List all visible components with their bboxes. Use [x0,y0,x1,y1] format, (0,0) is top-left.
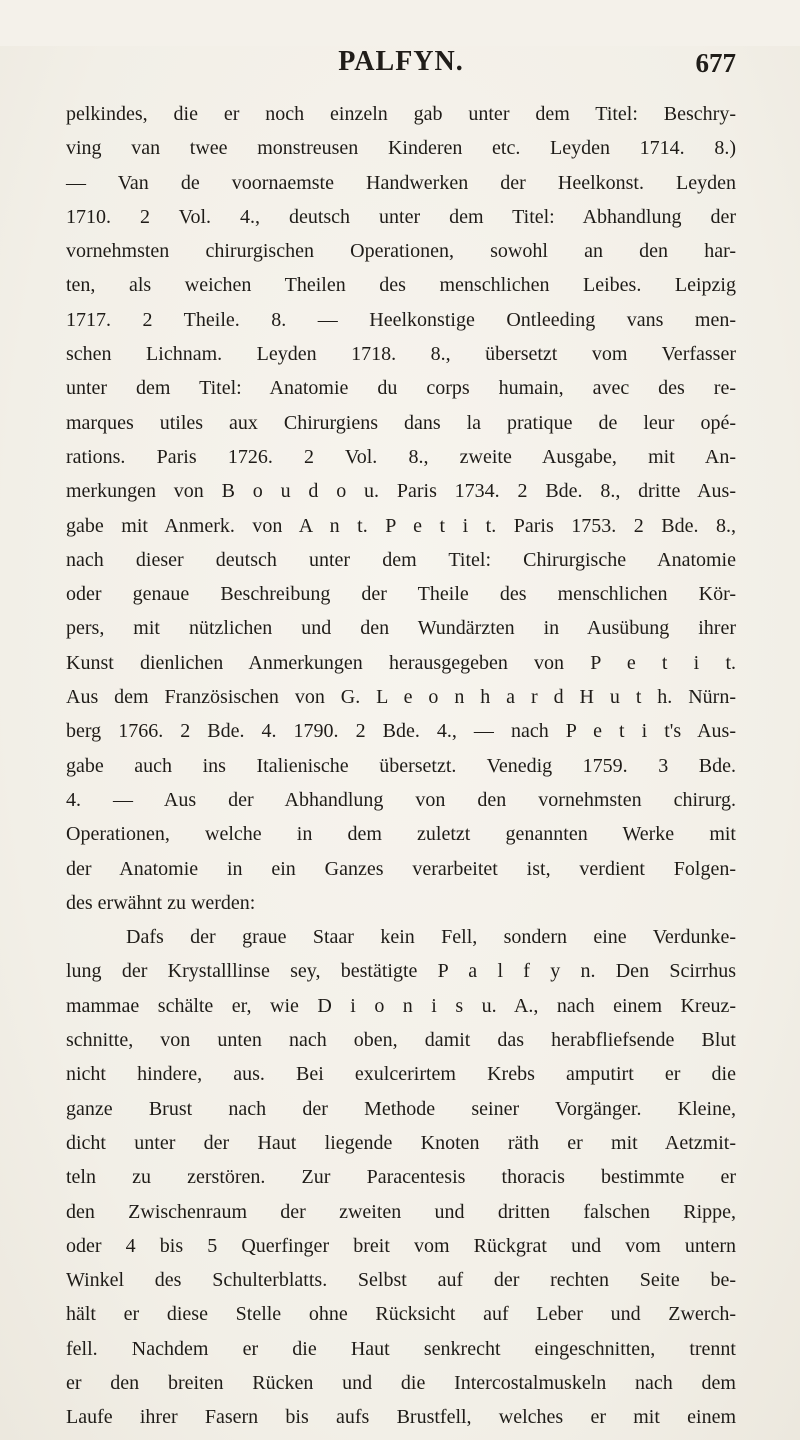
text-line: lung der Krystalllinse sey, bestätigte P a l f y n. Den Scirrhus [66,960,736,983]
text-line: unter dem Titel: Anatomie du corps humain, avec des re- [66,377,736,400]
text-line: 1710. 2 Vol. 4., deutsch unter dem Titel: Abhandlung der [66,205,736,228]
text-line: schnitte, von unten nach oben, damit das herabfliefsende Blut [66,1029,736,1052]
text-line: — Van de voornaemste Handwerken der Heelkonst. Leyden [66,171,736,194]
text-line: Laufe ihrer Fasern bis aufs Brustfell, welches er mit einem [66,1406,736,1429]
text-line: rations. Paris 1726. 2 Vol. 8., zweite Ausgabe, mit An- [66,445,736,468]
text-line: 1717. 2 Theile. 8. — Heelkonstige Ontleeding vans men- [66,308,736,331]
text-line: mammae schälte er, wie D i o n i s u. A., nach einem Kreuz- [66,994,736,1017]
paragraph-start-line: Dafs der graue Staar kein Fell, sondern eine Verdunke- [126,926,736,949]
text-line: teln zu zerstören. Zur Paracentesis thoracis bestimmte er [66,1166,736,1189]
text-line: den Zwischenraum der zweiten und dritten falschen Rippe, [66,1200,736,1223]
text-line: nicht hindere, aus. Bei exulcerirtem Krebs amputirt er die [66,1063,736,1086]
text-line: ten, als weichen Theilen des menschlichen Leibes. Leipzig [66,274,736,297]
text-line: vornehmsten chirurgischen Operationen, sowohl an den har- [66,240,736,263]
text-line: pelkindes, die er noch einzeln gab unter dem Titel: Beschry- [66,103,736,125]
text-line: ganze Brust nach der Methode seiner Vorgänger. Kleine, [66,1097,736,1120]
text-line: merkungen von B o u d o u. Paris 1734. 2 Bde. 8., dritte Aus- [66,480,736,503]
text-line: marques utiles aux Chirurgiens dans la pratique de leur opé- [66,411,736,434]
text-line: Operationen, welche in dem zuletzt genannten Werke mit [66,823,736,846]
text-line: des erwähnt zu werden: [66,891,256,914]
running-head [66,46,736,86]
text-line: Aus dem Französischen von G. L e o n h a r d H u t h. Nürn- [66,686,736,709]
text-line: nach dieser deutsch unter dem Titel: Chirurgische Anatomie [66,548,736,571]
text-line: berg 1766. 2 Bde. 4. 1790. 2 Bde. 4., — nach P e t i t's Aus- [66,720,736,743]
book-page [0,46,800,1440]
page-title: PALFYN. [338,46,464,77]
text-line: Kunst dienlichen Anmerkungen herausgegeben von P e t i t. [66,651,736,674]
text-line: oder genaue Beschreibung der Theile des menschlichen Kör- [66,583,736,606]
text-line: fell. Nachdem er die Haut senkrecht eingeschnitten, trennt [66,1337,736,1360]
text-line: er den breiten Rücken und die Intercostalmuskeln nach dem [66,1371,736,1394]
text-line: schen Lichnam. Leyden 1718. 8., übersetzt vom Verfasser [66,343,736,366]
text-line: der Anatomie in ein Ganzes verarbeitet ist, verdient Folgen- [66,857,736,880]
text-line: Winkel des Schulterblatts. Selbst auf der rechten Seite be- [66,1269,736,1292]
text-line: 4. — Aus der Abhandlung von den vornehmsten chirurg. [66,788,736,811]
text-line: ving van twee monstreusen Kinderen etc. Leyden 1714. 8.) [66,137,736,160]
text-line: pers, mit nützlichen und den Wundärzten in Ausübung ihrer [66,617,736,640]
text-line: dicht unter der Haut liegende Knoten räth er mit Aetzmit- [66,1131,736,1154]
page-number: 677 [695,48,736,78]
text-line: hält er diese Stelle ohne Rücksicht auf Leber und Zwerch- [66,1303,736,1326]
text-line: oder 4 bis 5 Querfinger breit vom Rückgrat und vom untern [66,1234,736,1257]
text-line: gabe mit Anmerk. von A n t. P e t i t. Paris 1753. 2 Bde. 8., [66,514,736,537]
text-line: gabe auch ins Italienische übersetzt. Venedig 1759. 3 Bde. [66,754,736,777]
body-text [66,97,736,1435]
